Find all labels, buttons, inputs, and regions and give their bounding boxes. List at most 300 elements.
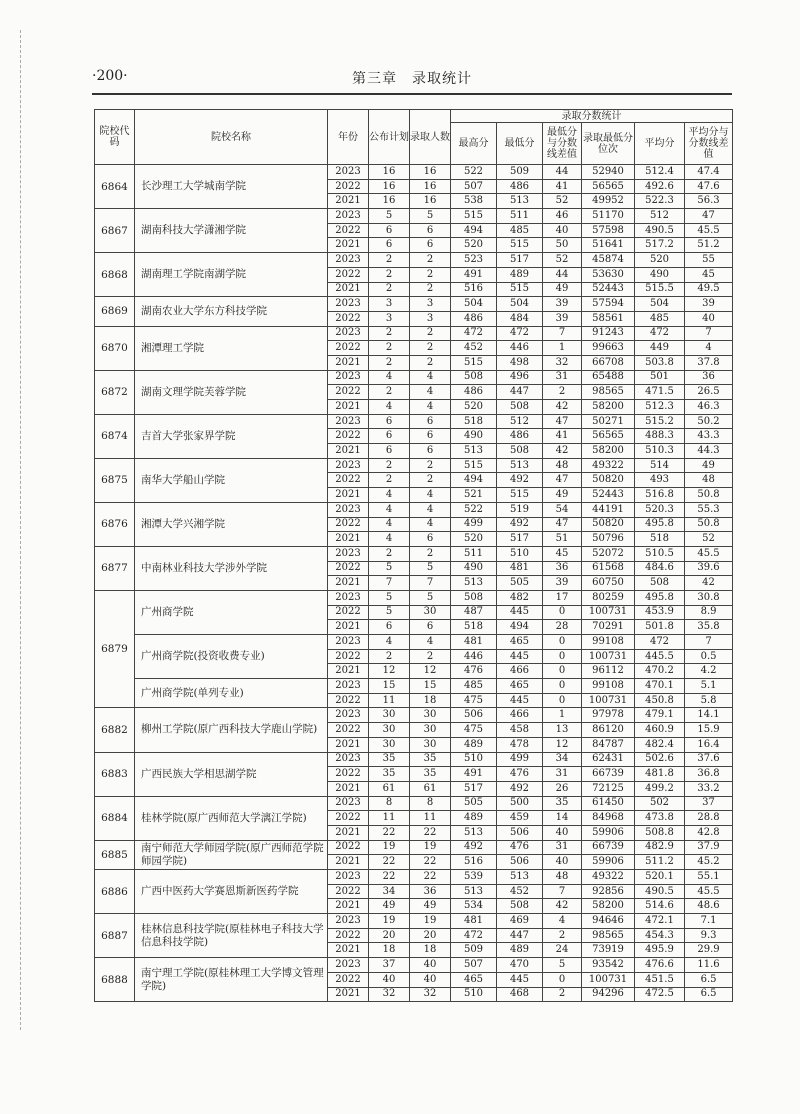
line-diff-cell: 0	[543, 605, 582, 620]
rank-cell: 58561	[582, 311, 635, 326]
avg-diff-cell: 55.3	[685, 502, 733, 517]
line-diff-cell: 48	[543, 458, 582, 473]
table-row	[95, 840, 733, 855]
min-score-cell: 465	[497, 635, 543, 650]
max-score-cell: 522	[451, 165, 497, 180]
admitted-cell: 35	[410, 752, 451, 767]
table-row	[95, 326, 733, 341]
max-score-cell: 520	[451, 238, 497, 253]
plan-cell: 11	[369, 811, 410, 826]
year-cell: 2022	[328, 840, 369, 855]
min-score-cell: 515	[497, 488, 543, 503]
admitted-cell: 5	[410, 590, 451, 605]
avg-score-cell: 512.4	[635, 165, 685, 180]
min-score-cell: 447	[497, 385, 543, 400]
plan-cell: 22	[369, 855, 410, 870]
year-cell: 2021	[328, 532, 369, 547]
line-diff-cell: 40	[543, 825, 582, 840]
max-score-cell: 481	[451, 635, 497, 650]
plan-cell: 2	[369, 326, 410, 341]
max-score-cell: 481	[451, 914, 497, 929]
table-row	[95, 870, 733, 885]
school-code: 6864	[95, 165, 135, 209]
avg-diff-cell: 36	[685, 370, 733, 385]
admitted-cell: 19	[410, 914, 451, 929]
avg-diff-cell: 56.3	[685, 194, 733, 209]
line-diff-cell: 2	[543, 385, 582, 400]
line-diff-cell: 36	[543, 561, 582, 576]
min-score-cell: 445	[497, 605, 543, 620]
year-cell: 2021	[328, 943, 369, 958]
avg-diff-cell: 28.8	[685, 811, 733, 826]
avg-score-cell: 460.9	[635, 723, 685, 738]
admitted-cell: 16	[410, 165, 451, 180]
min-score-cell: 466	[497, 664, 543, 679]
admitted-cell: 4	[410, 400, 451, 415]
year-cell: 2023	[328, 165, 369, 180]
school-code: 6886	[95, 870, 135, 914]
plan-cell: 30	[369, 737, 410, 752]
plan-cell: 6	[369, 238, 410, 253]
min-score-cell: 470	[497, 958, 543, 973]
admitted-cell: 6	[410, 532, 451, 547]
rank-cell: 52072	[582, 546, 635, 561]
table-row	[95, 297, 733, 312]
rank-cell: 96112	[582, 664, 635, 679]
year-cell: 2021	[328, 781, 369, 796]
line-diff-cell: 40	[543, 855, 582, 870]
school-name: 广西中医药大学赛恩斯新医药学院	[135, 870, 328, 914]
min-score-cell: 515	[497, 238, 543, 253]
line-diff-cell: 34	[543, 752, 582, 767]
school-code: 6879	[95, 590, 135, 708]
admitted-cell: 4	[410, 517, 451, 532]
max-score-cell: 515	[451, 458, 497, 473]
avg-diff-cell: 29.9	[685, 943, 733, 958]
min-score-cell: 465	[497, 679, 543, 694]
year-cell: 2022	[328, 972, 369, 987]
min-score-cell: 512	[497, 414, 543, 429]
school-name: 柳州工学院(原广西科技大学鹿山学院)	[135, 708, 328, 752]
year-cell: 2023	[328, 209, 369, 224]
avg-diff-cell: 11.6	[685, 958, 733, 973]
avg-diff-cell: 48.6	[685, 899, 733, 914]
school-code: 6888	[95, 958, 135, 1002]
avg-score-cell: 470.1	[635, 679, 685, 694]
header-code: 院校代码	[95, 110, 135, 165]
min-score-cell: 445	[497, 972, 543, 987]
max-score-cell: 515	[451, 209, 497, 224]
avg-score-cell: 488.3	[635, 429, 685, 444]
rank-cell: 58200	[582, 899, 635, 914]
year-cell: 2022	[328, 561, 369, 576]
table-row	[95, 708, 733, 723]
plan-cell: 19	[369, 840, 410, 855]
rank-cell: 59906	[582, 855, 635, 870]
plan-cell: 49	[369, 899, 410, 914]
admitted-cell: 6	[410, 429, 451, 444]
plan-cell: 30	[369, 723, 410, 738]
year-cell: 2023	[328, 752, 369, 767]
min-score-cell: 459	[497, 811, 543, 826]
admitted-cell: 40	[410, 958, 451, 973]
line-diff-cell: 39	[543, 311, 582, 326]
admitted-cell: 30	[410, 737, 451, 752]
max-score-cell: 538	[451, 194, 497, 209]
school-name: 湖南农业大学东方科技学院	[135, 297, 328, 326]
rank-cell: 58200	[582, 400, 635, 415]
max-score-cell: 508	[451, 590, 497, 605]
rank-cell: 70291	[582, 620, 635, 635]
plan-cell: 20	[369, 928, 410, 943]
line-diff-cell: 0	[543, 635, 582, 650]
rank-cell: 100731	[582, 972, 635, 987]
admitted-cell: 22	[410, 825, 451, 840]
school-code: 6868	[95, 253, 135, 297]
avg-score-cell: 472	[635, 635, 685, 650]
max-score-cell: 494	[451, 223, 497, 238]
year-cell: 2022	[328, 429, 369, 444]
line-diff-cell: 1	[543, 708, 582, 723]
avg-diff-cell: 7	[685, 635, 733, 650]
school-code: 6882	[95, 708, 135, 752]
admitted-cell: 32	[410, 987, 451, 1002]
admitted-cell: 5	[410, 209, 451, 224]
avg-diff-cell: 37.6	[685, 752, 733, 767]
avg-score-cell: 515.5	[635, 282, 685, 297]
avg-score-cell: 445.5	[635, 649, 685, 664]
plan-cell: 4	[369, 488, 410, 503]
line-diff-cell: 51	[543, 532, 582, 547]
max-score-cell: 489	[451, 737, 497, 752]
avg-diff-cell: 47.4	[685, 165, 733, 180]
header-stats: 录取分数统计	[451, 110, 733, 123]
avg-score-cell: 508	[635, 576, 685, 591]
avg-score-cell: 504	[635, 297, 685, 312]
admitted-cell: 2	[410, 267, 451, 282]
school-name: 广州商学院	[135, 590, 328, 634]
year-cell: 2021	[328, 194, 369, 209]
max-score-cell: 507	[451, 179, 497, 194]
avg-score-cell: 490	[635, 267, 685, 282]
plan-cell: 2	[369, 649, 410, 664]
admitted-cell: 40	[410, 972, 451, 987]
min-score-cell: 494	[497, 620, 543, 635]
year-cell: 2022	[328, 811, 369, 826]
min-score-cell: 500	[497, 796, 543, 811]
year-cell: 2022	[328, 723, 369, 738]
avg-diff-cell: 42	[685, 576, 733, 591]
avg-score-cell: 499.2	[635, 781, 685, 796]
line-diff-cell: 44	[543, 165, 582, 180]
school-code: 6885	[95, 840, 135, 869]
year-cell: 2022	[328, 693, 369, 708]
min-score-cell: 489	[497, 943, 543, 958]
plan-cell: 4	[369, 532, 410, 547]
min-score-cell: 511	[497, 209, 543, 224]
table-row	[95, 414, 733, 429]
line-diff-cell: 12	[543, 737, 582, 752]
rank-cell: 56565	[582, 179, 635, 194]
header-admitted: 录取人数	[410, 110, 451, 165]
line-diff-cell: 39	[543, 576, 582, 591]
plan-cell: 22	[369, 825, 410, 840]
min-score-cell: 469	[497, 914, 543, 929]
admitted-cell: 4	[410, 488, 451, 503]
rank-cell: 49952	[582, 194, 635, 209]
avg-diff-cell: 30.8	[685, 590, 733, 605]
table-row	[95, 502, 733, 517]
line-diff-cell: 54	[543, 502, 582, 517]
table-row	[95, 635, 733, 650]
year-cell: 2021	[328, 899, 369, 914]
table-row	[95, 679, 733, 694]
avg-score-cell: 490.5	[635, 223, 685, 238]
admitted-cell: 15	[410, 679, 451, 694]
school-code: 6876	[95, 502, 135, 546]
rank-cell: 52940	[582, 165, 635, 180]
admitted-cell: 8	[410, 796, 451, 811]
rank-cell: 66708	[582, 355, 635, 370]
max-score-cell: 491	[451, 767, 497, 782]
plan-cell: 19	[369, 914, 410, 929]
avg-diff-cell: 33.2	[685, 781, 733, 796]
max-score-cell: 522	[451, 502, 497, 517]
rank-cell: 51170	[582, 209, 635, 224]
rank-cell: 50271	[582, 414, 635, 429]
min-score-cell: 476	[497, 767, 543, 782]
avg-score-cell: 512.3	[635, 400, 685, 415]
avg-score-cell: 473.8	[635, 811, 685, 826]
avg-diff-cell: 50.2	[685, 414, 733, 429]
max-score-cell: 534	[451, 899, 497, 914]
admitted-cell: 5	[410, 561, 451, 576]
year-cell: 2023	[328, 502, 369, 517]
plan-cell: 32	[369, 987, 410, 1002]
min-score-cell: 513	[497, 870, 543, 885]
plan-cell: 4	[369, 400, 410, 415]
plan-cell: 16	[369, 179, 410, 194]
plan-cell: 22	[369, 870, 410, 885]
line-diff-cell: 47	[543, 414, 582, 429]
rank-cell: 98565	[582, 928, 635, 943]
rank-cell: 94646	[582, 914, 635, 929]
plan-cell: 30	[369, 708, 410, 723]
min-score-cell: 445	[497, 693, 543, 708]
table-row	[95, 458, 733, 473]
rank-cell: 50820	[582, 473, 635, 488]
year-cell: 2021	[328, 620, 369, 635]
avg-score-cell: 493	[635, 473, 685, 488]
rank-cell: 66739	[582, 840, 635, 855]
avg-score-cell: 495.8	[635, 517, 685, 532]
line-diff-cell: 17	[543, 590, 582, 605]
avg-diff-cell: 47.6	[685, 179, 733, 194]
year-cell: 2022	[328, 473, 369, 488]
plan-cell: 2	[369, 458, 410, 473]
admitted-cell: 3	[410, 311, 451, 326]
table-row	[95, 752, 733, 767]
min-score-cell: 445	[497, 649, 543, 664]
max-score-cell: 472	[451, 928, 497, 943]
avg-diff-cell: 14.1	[685, 708, 733, 723]
avg-score-cell: 511.2	[635, 855, 685, 870]
line-diff-cell: 7	[543, 884, 582, 899]
plan-cell: 7	[369, 576, 410, 591]
avg-score-cell: 517.2	[635, 238, 685, 253]
year-cell: 2022	[328, 179, 369, 194]
admitted-cell: 22	[410, 855, 451, 870]
rank-cell: 60750	[582, 576, 635, 591]
plan-cell: 37	[369, 958, 410, 973]
rank-cell: 91243	[582, 326, 635, 341]
line-diff-cell: 47	[543, 517, 582, 532]
plan-cell: 16	[369, 194, 410, 209]
rank-cell: 50796	[582, 532, 635, 547]
avg-score-cell: 454.3	[635, 928, 685, 943]
avg-score-cell: 503.8	[635, 355, 685, 370]
avg-diff-cell: 5.1	[685, 679, 733, 694]
year-cell: 2022	[328, 267, 369, 282]
rank-cell: 45874	[582, 253, 635, 268]
avg-score-cell: 514.6	[635, 899, 685, 914]
avg-score-cell: 453.9	[635, 605, 685, 620]
admitted-cell: 6	[410, 238, 451, 253]
line-diff-cell: 0	[543, 679, 582, 694]
plan-cell: 6	[369, 429, 410, 444]
rank-cell: 50820	[582, 517, 635, 532]
min-score-cell: 485	[497, 223, 543, 238]
plan-cell: 2	[369, 341, 410, 356]
avg-score-cell: 501.8	[635, 620, 685, 635]
header-max: 最高分	[451, 123, 497, 165]
max-score-cell: 508	[451, 370, 497, 385]
avg-score-cell: 520	[635, 253, 685, 268]
avg-diff-cell: 45.2	[685, 855, 733, 870]
header-avg: 平均分	[635, 123, 685, 165]
table-row	[95, 370, 733, 385]
line-diff-cell: 26	[543, 781, 582, 796]
avg-score-cell: 490.5	[635, 884, 685, 899]
line-diff-cell: 32	[543, 355, 582, 370]
rank-cell: 49322	[582, 458, 635, 473]
avg-score-cell: 481.8	[635, 767, 685, 782]
rank-cell: 57598	[582, 223, 635, 238]
avg-score-cell: 484.6	[635, 561, 685, 576]
rank-cell: 97978	[582, 708, 635, 723]
rank-cell: 72125	[582, 781, 635, 796]
avg-diff-cell: 43.3	[685, 429, 733, 444]
line-diff-cell: 5	[543, 958, 582, 973]
min-score-cell: 506	[497, 825, 543, 840]
plan-cell: 3	[369, 311, 410, 326]
max-score-cell: 523	[451, 253, 497, 268]
rank-cell: 56565	[582, 429, 635, 444]
avg-diff-cell: 55	[685, 253, 733, 268]
year-cell: 2023	[328, 253, 369, 268]
school-name: 广州商学院(单列专业)	[135, 679, 328, 708]
avg-score-cell: 482.4	[635, 737, 685, 752]
line-diff-cell: 46	[543, 209, 582, 224]
avg-diff-cell: 44.3	[685, 444, 733, 459]
admitted-cell: 11	[410, 811, 451, 826]
admitted-cell: 12	[410, 664, 451, 679]
avg-diff-cell: 49	[685, 458, 733, 473]
admitted-cell: 16	[410, 179, 451, 194]
school-name: 湘潭理工学院	[135, 326, 328, 370]
year-cell: 2023	[328, 870, 369, 885]
avg-diff-cell: 50.8	[685, 488, 733, 503]
avg-diff-cell: 4	[685, 341, 733, 356]
admitted-cell: 20	[410, 928, 451, 943]
avg-diff-cell: 4.2	[685, 664, 733, 679]
avg-diff-cell: 49.5	[685, 282, 733, 297]
plan-cell: 5	[369, 605, 410, 620]
plan-cell: 3	[369, 297, 410, 312]
max-score-cell: 505	[451, 796, 497, 811]
admitted-cell: 6	[410, 620, 451, 635]
max-score-cell: 518	[451, 414, 497, 429]
rank-cell: 86120	[582, 723, 635, 738]
avg-diff-cell: 37.8	[685, 355, 733, 370]
school-code: 6867	[95, 209, 135, 253]
table-row	[95, 253, 733, 268]
admitted-cell: 2	[410, 355, 451, 370]
avg-score-cell: 516.8	[635, 488, 685, 503]
header-diff: 最低分与分数线差值	[543, 123, 582, 165]
avg-score-cell: 508.8	[635, 825, 685, 840]
min-score-cell: 476	[497, 840, 543, 855]
admitted-cell: 18	[410, 943, 451, 958]
plan-cell: 16	[369, 165, 410, 180]
admitted-cell: 2	[410, 546, 451, 561]
rank-cell: 84787	[582, 737, 635, 752]
line-diff-cell: 41	[543, 179, 582, 194]
max-score-cell: 517	[451, 781, 497, 796]
avg-score-cell: 451.5	[635, 972, 685, 987]
min-score-cell: 452	[497, 884, 543, 899]
plan-cell: 61	[369, 781, 410, 796]
admitted-cell: 4	[410, 635, 451, 650]
admitted-cell: 22	[410, 870, 451, 885]
rank-cell: 61450	[582, 796, 635, 811]
avg-score-cell: 485	[635, 311, 685, 326]
admitted-cell: 35	[410, 767, 451, 782]
year-cell: 2022	[328, 385, 369, 400]
avg-diff-cell: 6.5	[685, 972, 733, 987]
line-diff-cell: 45	[543, 546, 582, 561]
plan-cell: 6	[369, 620, 410, 635]
line-diff-cell: 49	[543, 282, 582, 297]
rank-cell: 84968	[582, 811, 635, 826]
admitted-cell: 4	[410, 502, 451, 517]
avg-score-cell: 476.6	[635, 958, 685, 973]
min-score-cell: 496	[497, 370, 543, 385]
min-score-cell: 508	[497, 400, 543, 415]
year-cell: 2023	[328, 326, 369, 341]
avg-diff-cell: 45.5	[685, 546, 733, 561]
avg-score-cell: 495.8	[635, 590, 685, 605]
line-diff-cell: 35	[543, 796, 582, 811]
year-cell: 2023	[328, 414, 369, 429]
year-cell: 2022	[328, 341, 369, 356]
avg-diff-cell: 52	[685, 532, 733, 547]
min-score-cell: 466	[497, 708, 543, 723]
min-score-cell: 472	[497, 326, 543, 341]
plan-cell: 8	[369, 796, 410, 811]
year-cell: 2023	[328, 679, 369, 694]
year-cell: 2022	[328, 767, 369, 782]
